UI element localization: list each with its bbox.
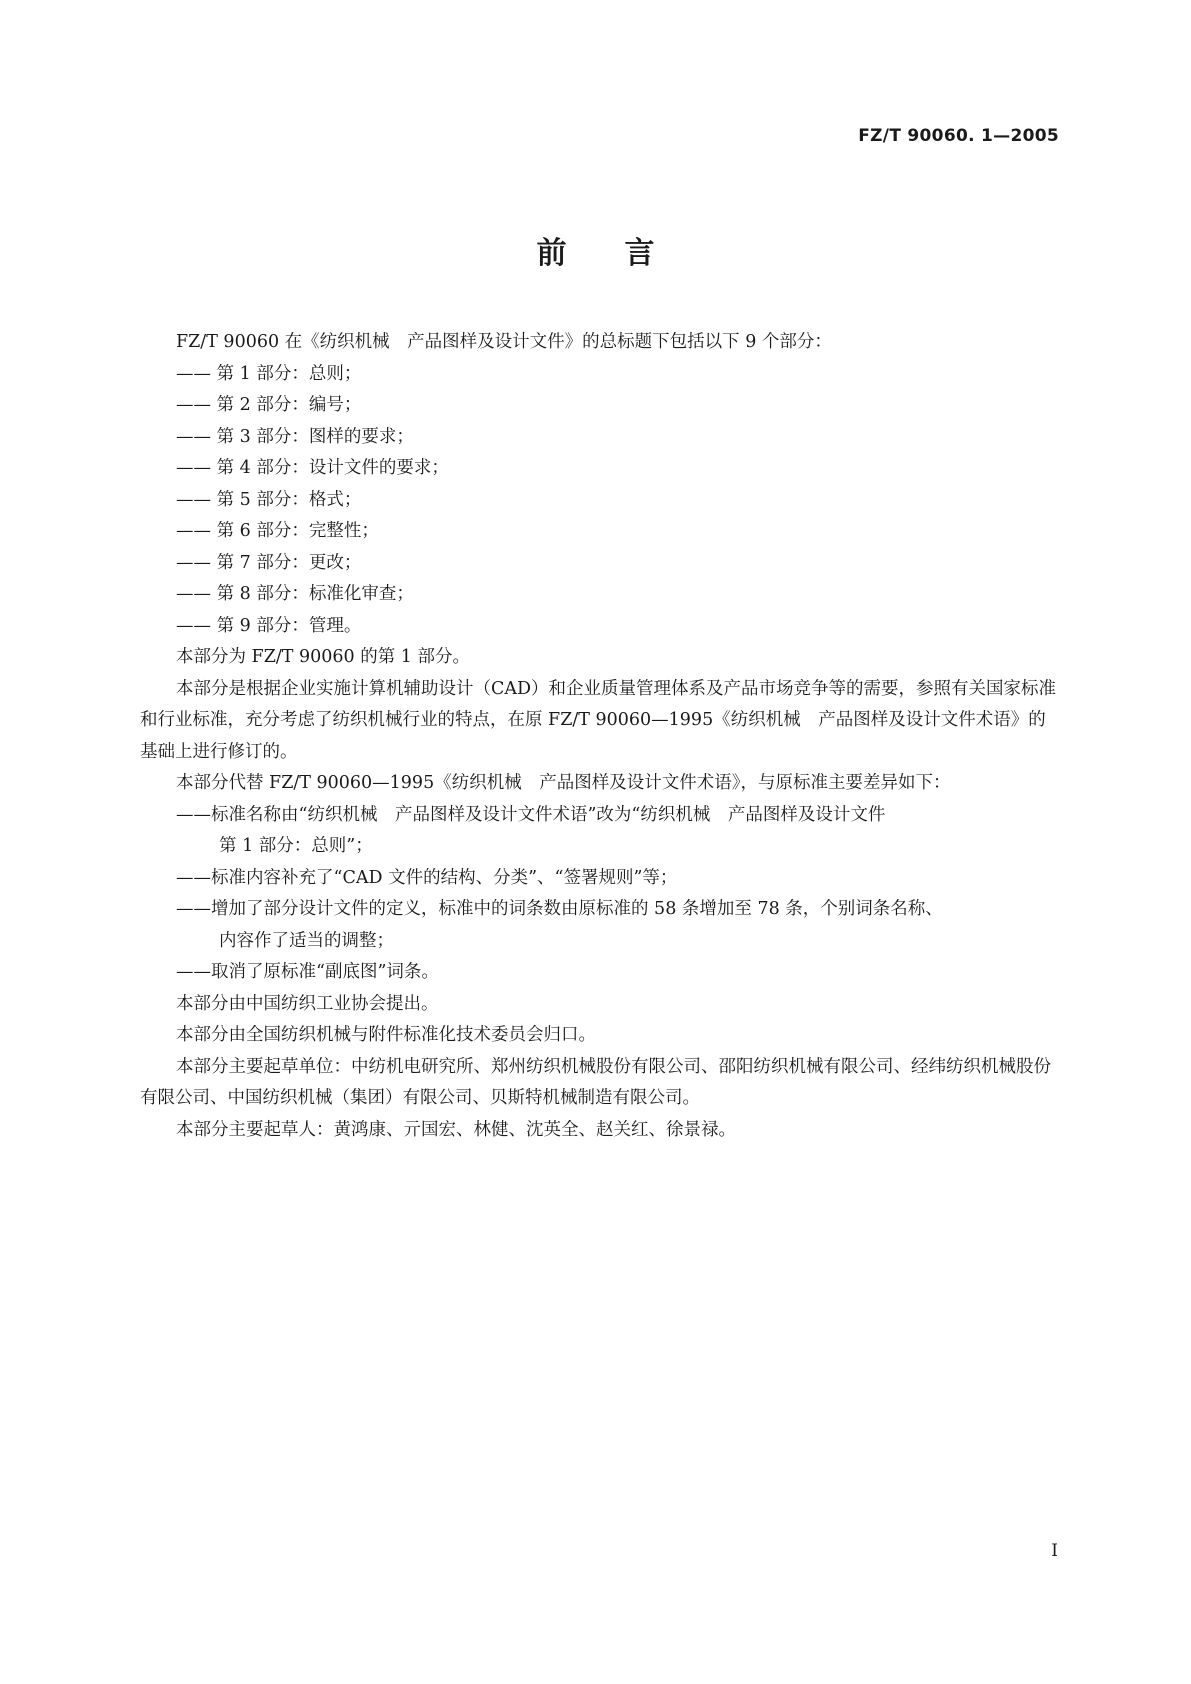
standard-code: FZ/T 90060. 1—2005 [858,126,1059,146]
this-part-paragraph: 本部分为 FZ/T 90060 的第 1 部分。 [176,647,470,667]
difference-line: ——增加了部分设计文件的定义，标准中的词条数由原标准的 58 条增加至 78 条，个别词条名称、 [176,899,943,919]
part-list-item: —— 第 7 部分：更改； [176,552,362,573]
difference-item [140,800,1060,863]
difference-line: ——标准名称由“纺织机械 产品图样及设计文件术语”改为“纺织机械 产品图样及设计文件 [176,804,886,825]
basis-paragraph: 本部分是根据企业实施计算机辅助设计（CAD）和企业质量管理体系及产品市场竞争等的需要，参照有关国家标准和行业标准，充分考虑了纺织机械行业的特点，在原 FZ/T 90060—1995《纺织机械 产品图样及设计文件术语》的基础上进行修订的。 [140,678,1057,762]
difference-continuation: 第 1 部分：总则”； [219,836,373,856]
difference-item [140,894,1060,957]
part-list-item: —— 第 6 部分：完整性； [176,521,379,541]
difference-line: ——标准内容补充了“CAD 文件的结构、分类”、“签署规则”等； [176,867,678,888]
proposed-by-paragraph: 本部分由中国纺织工业协会提出。 [176,993,439,1014]
drafters-paragraph: 本部分主要起草人：黄鸿康、亓国宏、林健、沈英全、赵关红、徐景禄。 [176,1119,736,1140]
centralized-by-paragraph: 本部分由全国纺织机械与附件标准化技术委员会归口。 [176,1025,596,1045]
page-number: I [1051,1541,1058,1561]
difference-item [140,863,1060,895]
intro-paragraph: FZ/T 90060 在《纺织机械 产品图样及设计文件》的总标题下包括以下 9 个部分： [176,332,832,352]
page-title: 前言 [536,236,713,271]
difference-continuation: 内容作了适当的调整； [219,930,394,951]
part-list-item: —— 第 1 部分：总则； [176,363,362,384]
drafting-units-paragraph: 本部分主要起草单位：中纺机电研究所、郑州纺织机械股份有限公司、邵阳纺织机械有限公司、经纬纺织机械股份有限公司、中国纺织机械（集团）有限公司、贝斯特机械制造有限公司。 [140,1056,1051,1108]
replaces-paragraph: 本部分代替 FZ/T 90060—1995《纺织机械 产品图样及设计文件术语》，与原标准主要差异如下： [176,773,951,793]
part-list-item: —— 第 5 部分：格式； [176,489,362,510]
part-list-item: —— 第 9 部分：管理。 [176,615,362,636]
part-list-item: —— 第 8 部分：标准化审查； [176,584,414,604]
part-list-item: —— 第 4 部分：设计文件的要求； [176,458,449,478]
difference-line: ——取消了原标准“副底图”词条。 [176,962,439,982]
document-body [140,327,1060,1146]
part-list-item: —— 第 2 部分：编号； [176,395,362,415]
part-list-item: —— 第 3 部分：图样的要求； [176,426,414,447]
difference-item [140,957,1060,989]
